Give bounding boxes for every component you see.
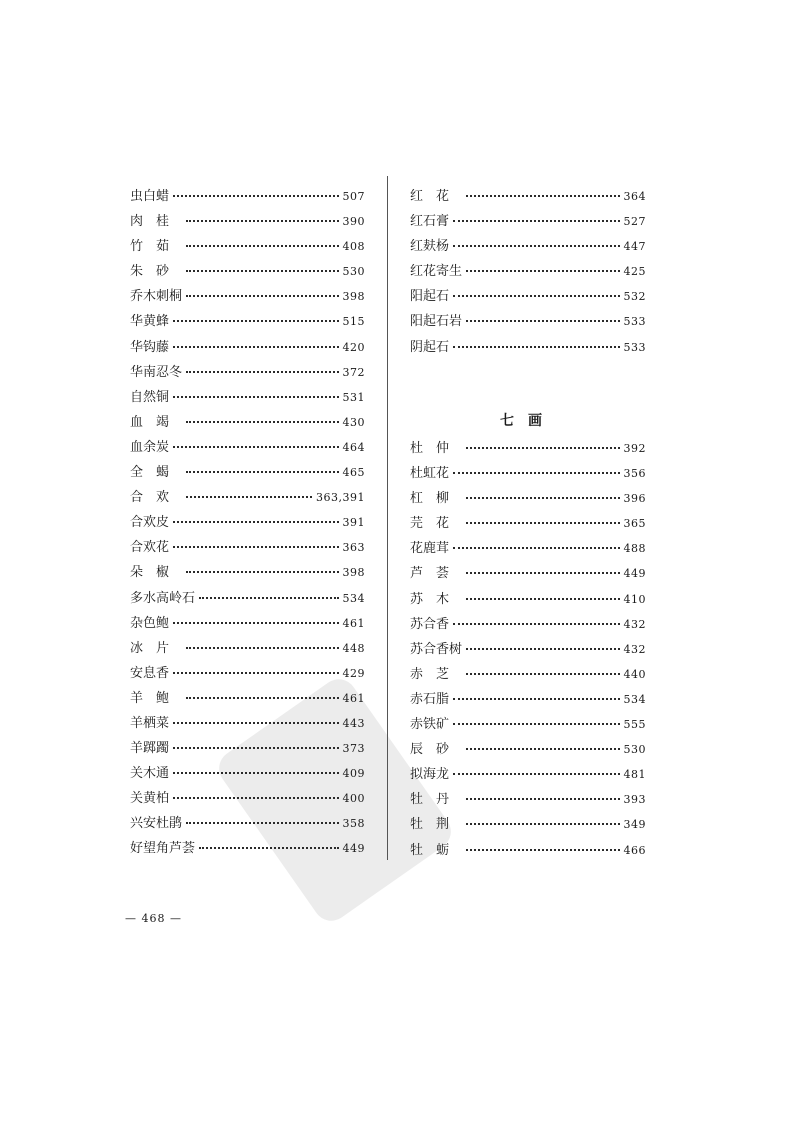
dot-leader — [186, 570, 338, 573]
index-column-right-bottom — [410, 436, 646, 863]
page-reference: 365 — [623, 517, 646, 531]
dot-leader — [173, 771, 338, 774]
index-entry — [410, 511, 646, 536]
dot-leader — [466, 647, 619, 650]
page-reference: 398 — [342, 290, 365, 304]
page-reference: 533 — [623, 340, 646, 354]
page-reference: 391 — [342, 516, 365, 530]
dot-leader — [466, 822, 619, 825]
index-term: 兴安杜鹃 — [130, 816, 183, 832]
index-entry — [410, 687, 646, 712]
index-term: 华南忍冬 — [130, 364, 183, 380]
index-entry — [130, 435, 365, 460]
index-entry — [410, 662, 646, 687]
dot-leader — [186, 495, 312, 498]
page-reference: 464 — [342, 440, 365, 454]
index-entry — [130, 560, 365, 585]
index-entry — [130, 284, 365, 309]
page-reference: 440 — [623, 667, 646, 681]
dot-leader — [173, 721, 338, 724]
index-term: 好望角芦荟 — [130, 841, 196, 857]
dot-leader — [453, 244, 619, 247]
page-reference: 507 — [342, 190, 365, 203]
page-reference: 465 — [342, 466, 365, 480]
dot-leader — [453, 697, 619, 700]
dot-leader — [466, 797, 619, 800]
dot-leader — [453, 772, 619, 775]
page-reference: 555 — [623, 718, 646, 732]
dot-leader — [466, 521, 619, 524]
dot-leader — [173, 746, 338, 749]
index-term: 红麸杨 — [410, 239, 450, 255]
index-term: 华黄蜂 — [130, 314, 170, 330]
dot-leader — [199, 596, 338, 599]
index-entry — [410, 762, 646, 787]
dot-leader — [186, 294, 338, 297]
index-term: 牡荆 — [410, 817, 463, 833]
index-entry — [130, 510, 365, 535]
index-entry — [130, 259, 365, 284]
dot-leader — [453, 722, 619, 725]
index-entry — [130, 385, 365, 410]
page-reference: 363 — [342, 541, 365, 555]
page-reference: 356 — [623, 467, 646, 481]
dot-leader — [186, 370, 338, 373]
dot-leader — [453, 546, 619, 549]
index-entry — [410, 184, 646, 209]
page-reference: 393 — [623, 793, 646, 807]
dot-leader — [466, 319, 619, 322]
page-reference: 358 — [342, 817, 365, 831]
page-reference: 488 — [623, 542, 646, 556]
index-term: 血竭 — [130, 414, 183, 430]
index-entry — [130, 586, 365, 611]
page-reference: 364 — [623, 190, 646, 203]
index-entry — [130, 335, 365, 360]
dot-leader — [186, 420, 338, 423]
page-reference: 432 — [623, 617, 646, 631]
page-reference: 420 — [342, 340, 365, 354]
index-term: 苏合香 — [410, 616, 450, 632]
index-term: 拟海龙 — [410, 767, 450, 783]
index-entry — [130, 460, 365, 485]
page-reference: 349 — [623, 818, 646, 832]
dot-leader — [453, 345, 619, 348]
index-term: 自然铜 — [130, 389, 170, 405]
dot-leader — [453, 622, 619, 625]
dot-leader — [186, 244, 338, 247]
dot-leader — [466, 269, 619, 272]
index-term: 竹茹 — [130, 239, 183, 255]
index-term: 赤铁矿 — [410, 717, 450, 733]
dot-leader — [173, 671, 338, 674]
page-reference: 531 — [342, 390, 365, 404]
index-term: 红花寄生 — [410, 264, 463, 280]
index-term: 朵椒 — [130, 565, 183, 581]
dot-leader — [173, 520, 338, 523]
page-reference: 534 — [342, 591, 365, 605]
page-reference: 530 — [342, 265, 365, 279]
index-entry — [130, 661, 365, 686]
index-term: 芫花 — [410, 516, 463, 532]
index-entry — [410, 561, 646, 586]
dot-leader — [466, 747, 619, 750]
dot-leader — [466, 496, 619, 499]
index-entry — [130, 309, 365, 334]
index-entry — [130, 686, 365, 711]
column-divider — [387, 176, 388, 860]
page-reference: 409 — [342, 767, 365, 781]
page-reference: 449 — [342, 842, 365, 856]
index-entry — [410, 838, 646, 863]
index-term: 虫白蜡 — [130, 189, 170, 204]
index-entry — [410, 737, 646, 762]
index-entry — [410, 209, 646, 234]
page-reference: 443 — [342, 716, 365, 730]
index-column-left — [130, 184, 365, 862]
index-entry — [410, 486, 646, 511]
index-term: 赤芝 — [410, 666, 463, 682]
index-entry — [410, 309, 646, 334]
dot-leader — [186, 470, 338, 473]
index-entry — [130, 761, 365, 786]
dot-leader — [173, 345, 338, 348]
dot-leader — [173, 545, 338, 548]
dot-leader — [173, 319, 338, 322]
index-entry — [410, 787, 646, 812]
page-reference: 449 — [623, 567, 646, 581]
index-entry — [410, 587, 646, 612]
index-entry — [130, 611, 365, 636]
index-entry — [130, 209, 365, 234]
index-term: 多水高岭石 — [130, 590, 196, 606]
index-term: 苏合香树 — [410, 641, 463, 657]
page-number-footer: — 468 — — [125, 912, 182, 925]
index-entry — [410, 812, 646, 837]
index-term: 红花 — [410, 189, 463, 204]
index-term: 华钩藤 — [130, 339, 170, 355]
index-term: 杠柳 — [410, 491, 463, 507]
index-entry — [130, 535, 365, 560]
index-entry — [130, 786, 365, 811]
dot-leader — [186, 646, 338, 649]
dot-leader — [173, 621, 338, 624]
index-term: 赤石脂 — [410, 691, 450, 707]
dot-leader — [466, 446, 619, 449]
page-reference: 448 — [342, 641, 365, 655]
dot-leader — [186, 269, 338, 272]
dot-leader — [453, 471, 619, 474]
page-reference: 532 — [623, 290, 646, 304]
dot-leader — [466, 848, 619, 851]
page-reference: 515 — [342, 315, 365, 329]
page-reference: 392 — [623, 442, 646, 455]
page-reference: 481 — [623, 768, 646, 782]
index-term: 杜虹花 — [410, 466, 450, 482]
index-term: 杜仲 — [410, 441, 463, 456]
dot-leader — [173, 395, 338, 398]
index-term: 合欢花 — [130, 540, 170, 556]
index-entry — [130, 636, 365, 661]
page-reference: 461 — [342, 616, 365, 630]
page-reference: 461 — [342, 691, 365, 705]
page-reference: 372 — [342, 365, 365, 379]
index-term: 安息香 — [130, 665, 170, 681]
page-reference: 527 — [623, 215, 646, 229]
dot-leader — [186, 821, 338, 824]
dot-leader — [173, 194, 338, 197]
index-entry — [130, 184, 365, 209]
dot-leader — [186, 696, 338, 699]
index-term: 乔木刺桐 — [130, 289, 183, 305]
dot-leader — [453, 219, 619, 222]
page-reference: 466 — [623, 843, 646, 857]
index-term: 血余炭 — [130, 439, 170, 455]
index-term: 苏木 — [410, 591, 463, 607]
page-reference: 534 — [623, 692, 646, 706]
index-entry — [410, 712, 646, 737]
index-entry — [130, 234, 365, 259]
index-term: 杂色鲍 — [130, 615, 170, 631]
index-term: 羊栖菜 — [130, 715, 170, 731]
dot-leader — [199, 846, 338, 849]
index-term: 花鹿茸 — [410, 541, 450, 557]
page-reference: 408 — [342, 240, 365, 254]
page-reference: 398 — [342, 566, 365, 580]
index-term: 肉桂 — [130, 214, 183, 230]
dot-leader — [453, 294, 619, 297]
dot-leader — [466, 672, 619, 675]
index-term: 牡蛎 — [410, 842, 463, 858]
index-entry — [410, 612, 646, 637]
page-reference: 429 — [342, 666, 365, 680]
index-entry — [410, 461, 646, 486]
page-reference: 432 — [623, 642, 646, 656]
index-entry — [130, 485, 365, 510]
index-term: 合欢 — [130, 490, 183, 506]
page-reference: 363,391 — [316, 491, 365, 505]
index-term: 阳起石 — [410, 289, 450, 305]
index-entry — [410, 335, 646, 360]
dot-leader — [173, 445, 338, 448]
index-column-right-top — [410, 184, 646, 360]
index-term: 芦荟 — [410, 566, 463, 582]
index-entry — [130, 711, 365, 736]
index-entry — [410, 259, 646, 284]
index-entry — [130, 360, 365, 385]
index-entry — [410, 637, 646, 662]
index-term: 阴起石 — [410, 339, 450, 355]
index-term: 关木通 — [130, 766, 170, 782]
section-heading-seven-strokes: 七画 — [500, 413, 556, 429]
index-term: 羊踯躅 — [130, 741, 170, 757]
index-term: 阳起石岩 — [410, 314, 463, 330]
index-entry — [130, 836, 365, 861]
index-entry — [130, 736, 365, 761]
page-reference: 400 — [342, 792, 365, 806]
index-term: 冰片 — [130, 640, 183, 656]
index-entry — [410, 284, 646, 309]
dot-leader — [466, 194, 619, 197]
index-term: 红石膏 — [410, 214, 450, 230]
page-reference: 390 — [342, 215, 365, 229]
index-term: 辰砂 — [410, 742, 463, 758]
index-entry — [410, 536, 646, 561]
dot-leader — [466, 597, 619, 600]
page-reference: 373 — [342, 742, 365, 756]
index-entry — [410, 436, 646, 461]
index-term: 牡丹 — [410, 792, 463, 808]
index-term: 关黄柏 — [130, 791, 170, 807]
page-reference: 425 — [623, 265, 646, 279]
page-reference: 530 — [623, 743, 646, 757]
dot-leader — [173, 796, 338, 799]
page-reference: 430 — [342, 415, 365, 429]
page-reference: 447 — [623, 240, 646, 254]
dot-leader — [186, 219, 338, 222]
index-term: 合欢皮 — [130, 515, 170, 531]
index-entry — [130, 811, 365, 836]
page-reference: 533 — [623, 315, 646, 329]
index-entry — [130, 410, 365, 435]
index-term: 朱砂 — [130, 264, 183, 280]
dot-leader — [466, 571, 619, 574]
page-reference: 396 — [623, 492, 646, 506]
page-reference: 410 — [623, 592, 646, 606]
index-term: 全蝎 — [130, 465, 183, 481]
index-entry — [410, 234, 646, 259]
index-term: 羊鲍 — [130, 690, 183, 706]
